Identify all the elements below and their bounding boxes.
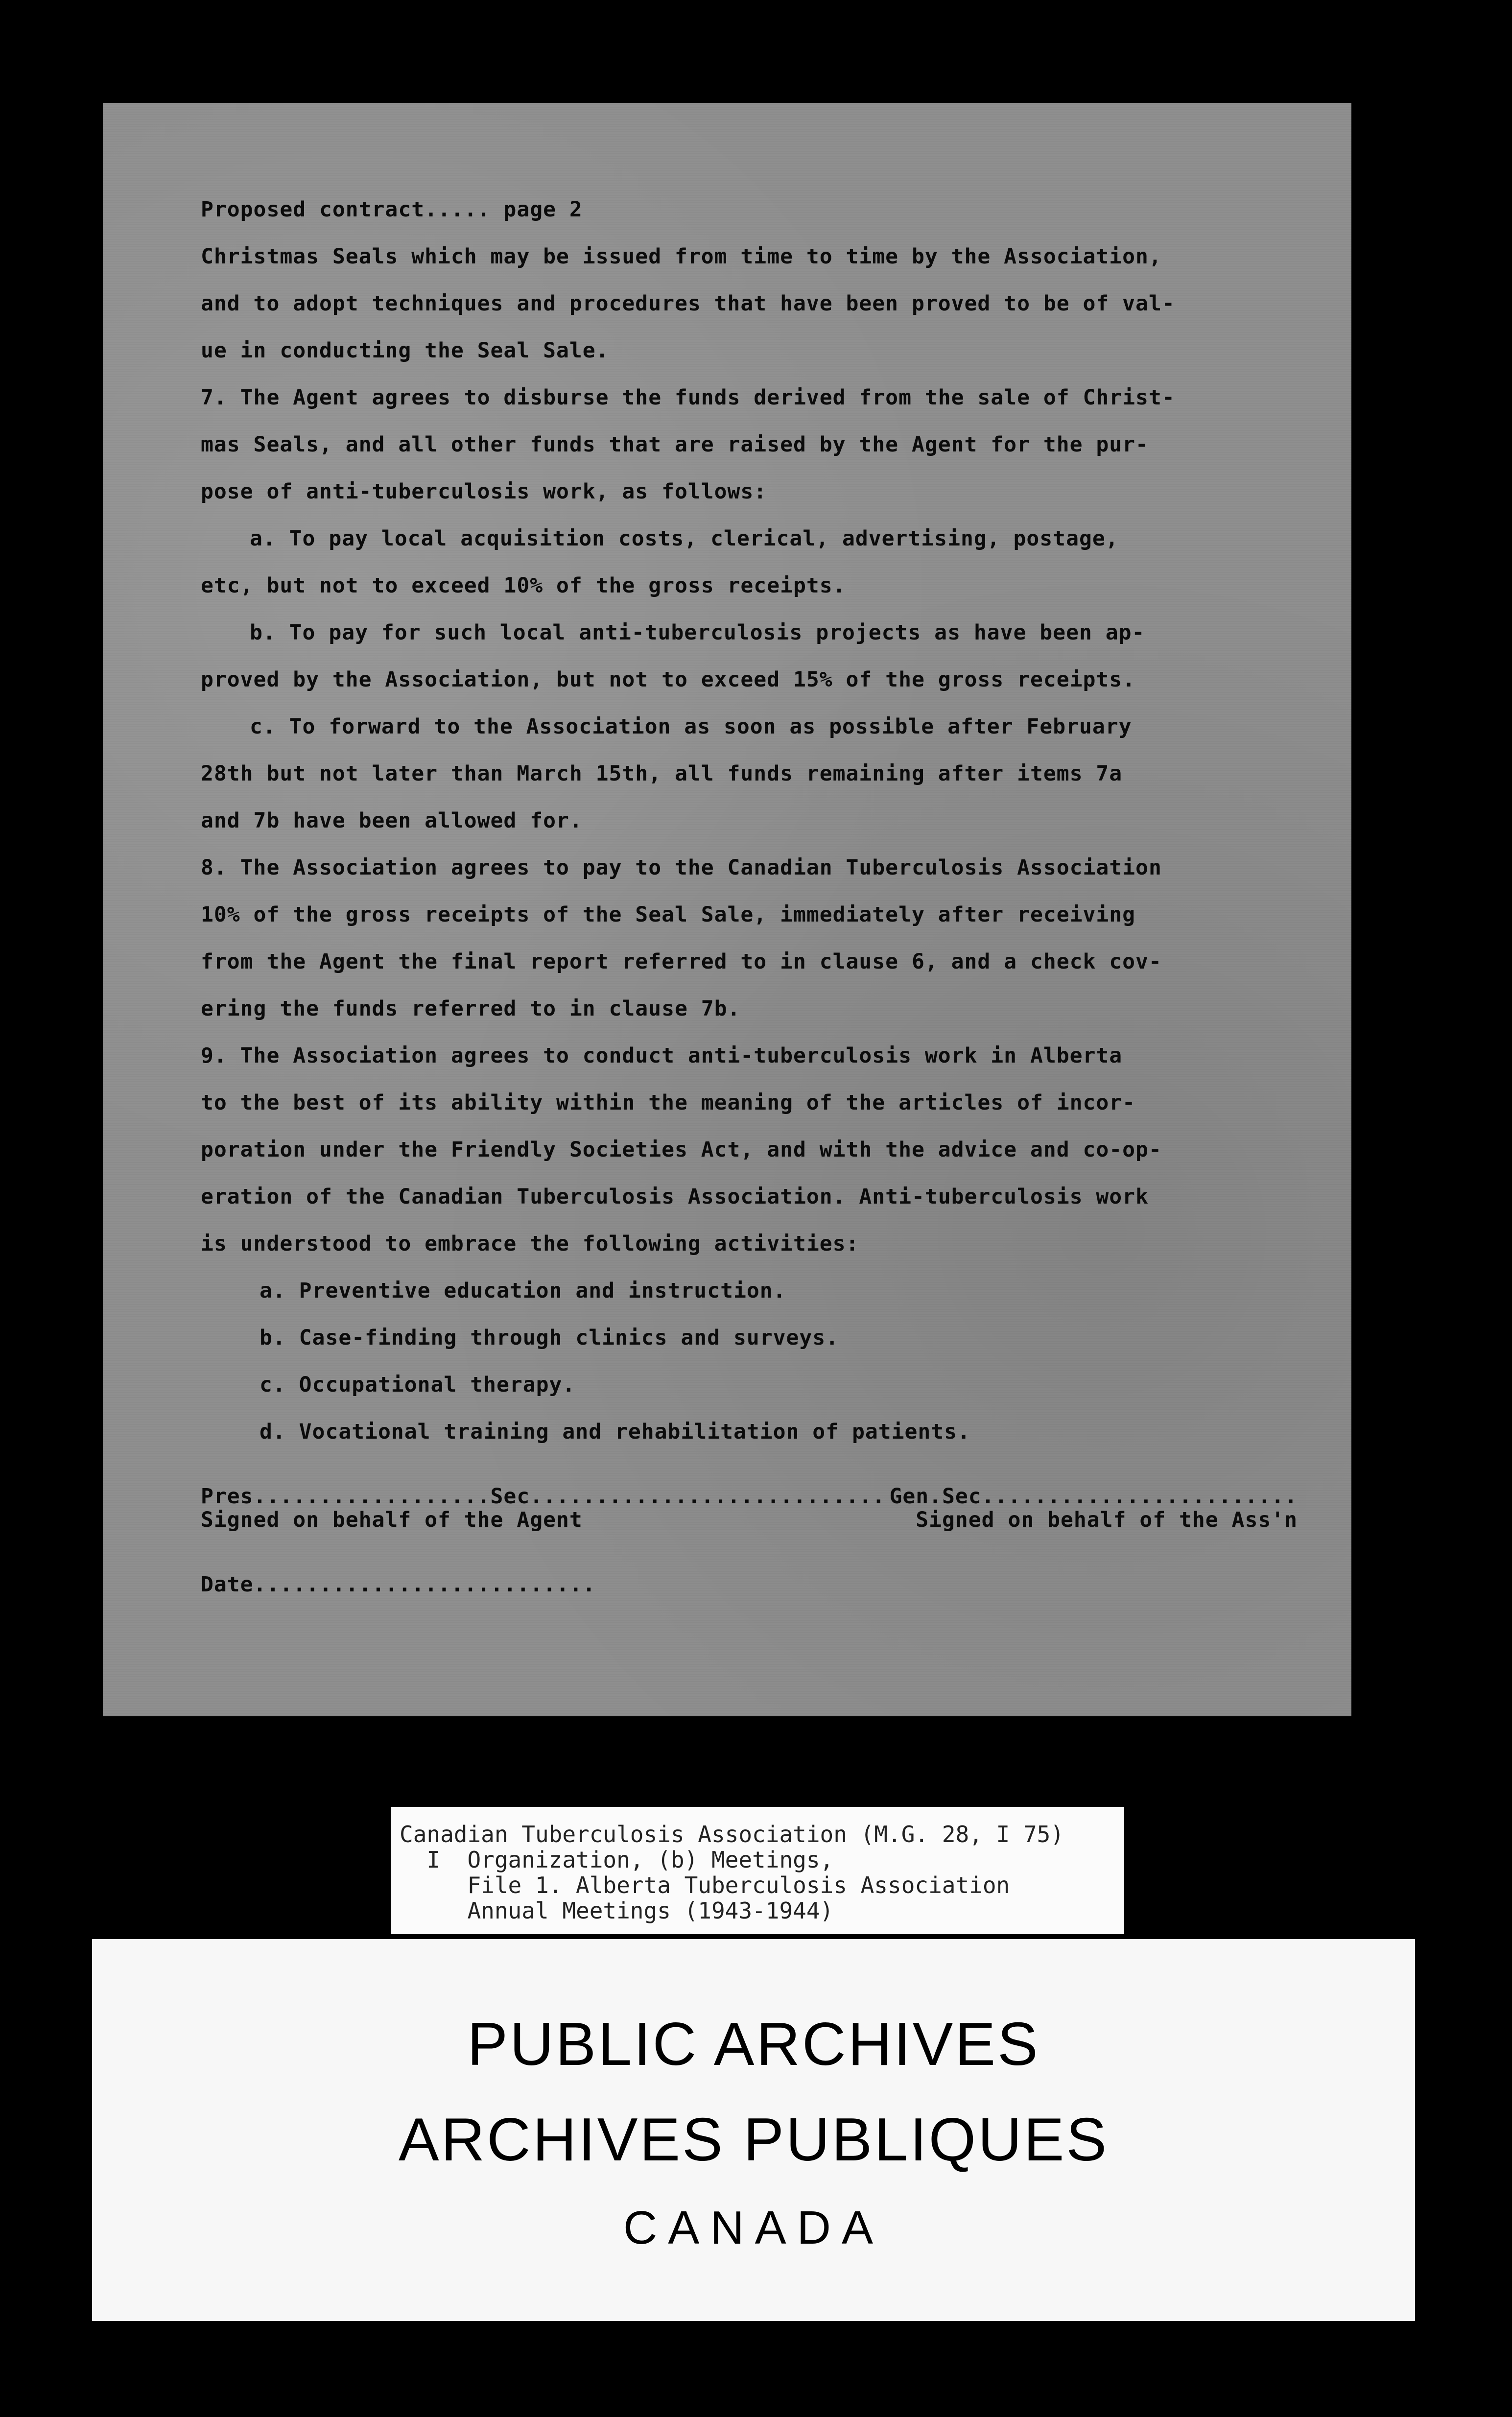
activity-b: b. Case-finding through clinics and surveys. [260, 1326, 839, 1350]
document-line: pose of anti-tuberculosis work, as follows: [201, 479, 767, 504]
clause-7c: c. To forward to the Association as soon as possible after February [250, 714, 1132, 739]
activity-a: a. Preventive education and instruction. [260, 1279, 786, 1303]
document-line: and to adopt techniques and procedures that have been proved to be of val- [201, 291, 1175, 316]
document-line: and 7b have been allowed for. [201, 808, 583, 833]
reference-line: I Organization, (b) Meetings, [400, 1847, 834, 1873]
document-line: 28th but not later than March 15th, all funds remaining after items 7a [201, 761, 1123, 786]
scanned-document-page [103, 103, 1351, 1716]
reference-line: File 1. Alberta Tuberculosis Association [400, 1872, 1010, 1898]
clause-7b: b. To pay for such local anti-tuberculosis projects as have been ap- [250, 620, 1145, 645]
clause-7: 7. The Agent agrees to disburse the funds derived from the sale of Christ- [201, 385, 1175, 410]
document-line: poration under the Friendly Societies Act, and with the advice and co-op- [201, 1137, 1162, 1162]
document-line: proved by the Association, but not to exceed 15% of the gross receipts. [201, 667, 1136, 692]
document-line: mas Seals, and all other funds that are raised by the Agent for the pur- [201, 432, 1149, 457]
signature-left-line: Pres..................Sec........................... [201, 1484, 886, 1509]
date-line: Date.......................... [201, 1572, 596, 1597]
clause-7a: a. To pay local acquisition costs, clerical, advertising, postage, [250, 526, 1119, 551]
archive-title-english: PUBLIC ARCHIVES [467, 2011, 1040, 2078]
signature-left-caption: Signed on behalf of the Agent [201, 1508, 583, 1532]
document-line: 10% of the gross receipts of the Seal Sale, immediately after receiving [201, 902, 1136, 927]
archive-country: CANADA [623, 2202, 884, 2254]
signature-captions [201, 1508, 1298, 1532]
reference-line: Annual Meetings (1943-1944) [400, 1897, 834, 1924]
signature-right-caption: Signed on behalf of the Ass'n [916, 1508, 1298, 1532]
clause-9: 9. The Association agrees to conduct anti-tuberculosis work in Alberta [201, 1043, 1123, 1068]
public-archives-card [92, 1939, 1415, 2321]
document-line: ering the funds referred to in clause 7b. [201, 996, 741, 1021]
document-line: etc, but not to exceed 10% of the gross receipts. [201, 573, 846, 598]
document-line: ue in conducting the Seal Sale. [201, 338, 609, 363]
document-line: from the Agent the final report referred to in clause 6, and a check cov- [201, 949, 1162, 974]
activity-d: d. Vocational training and rehabilitation of patients. [260, 1420, 970, 1444]
document-line: eration of the Canadian Tuberculosis Association. Anti-tuberculosis work [201, 1185, 1149, 1209]
document-line: to the best of its ability within the meaning of the articles of incor- [201, 1090, 1136, 1115]
document-line: is understood to embrace the following activities: [201, 1232, 859, 1256]
document-body [201, 186, 1298, 1608]
archive-title-french: ARCHIVES PUBLIQUES [398, 2106, 1109, 2174]
document-line: Christmas Seals which may be issued from time to time by the Association, [201, 244, 1162, 269]
document-header: Proposed contract..... page 2 [201, 197, 583, 222]
archive-reference-card [391, 1807, 1124, 1934]
reference-line: Canadian Tuberculosis Association (M.G. 28, I 75) [400, 1821, 1064, 1848]
signature-right-line: Gen.Sec........................ [889, 1484, 1298, 1509]
activity-c: c. Occupational therapy. [260, 1373, 576, 1397]
clause-8: 8. The Association agrees to pay to the Canadian Tuberculosis Association [201, 855, 1162, 880]
signature-lines [201, 1485, 1298, 1508]
